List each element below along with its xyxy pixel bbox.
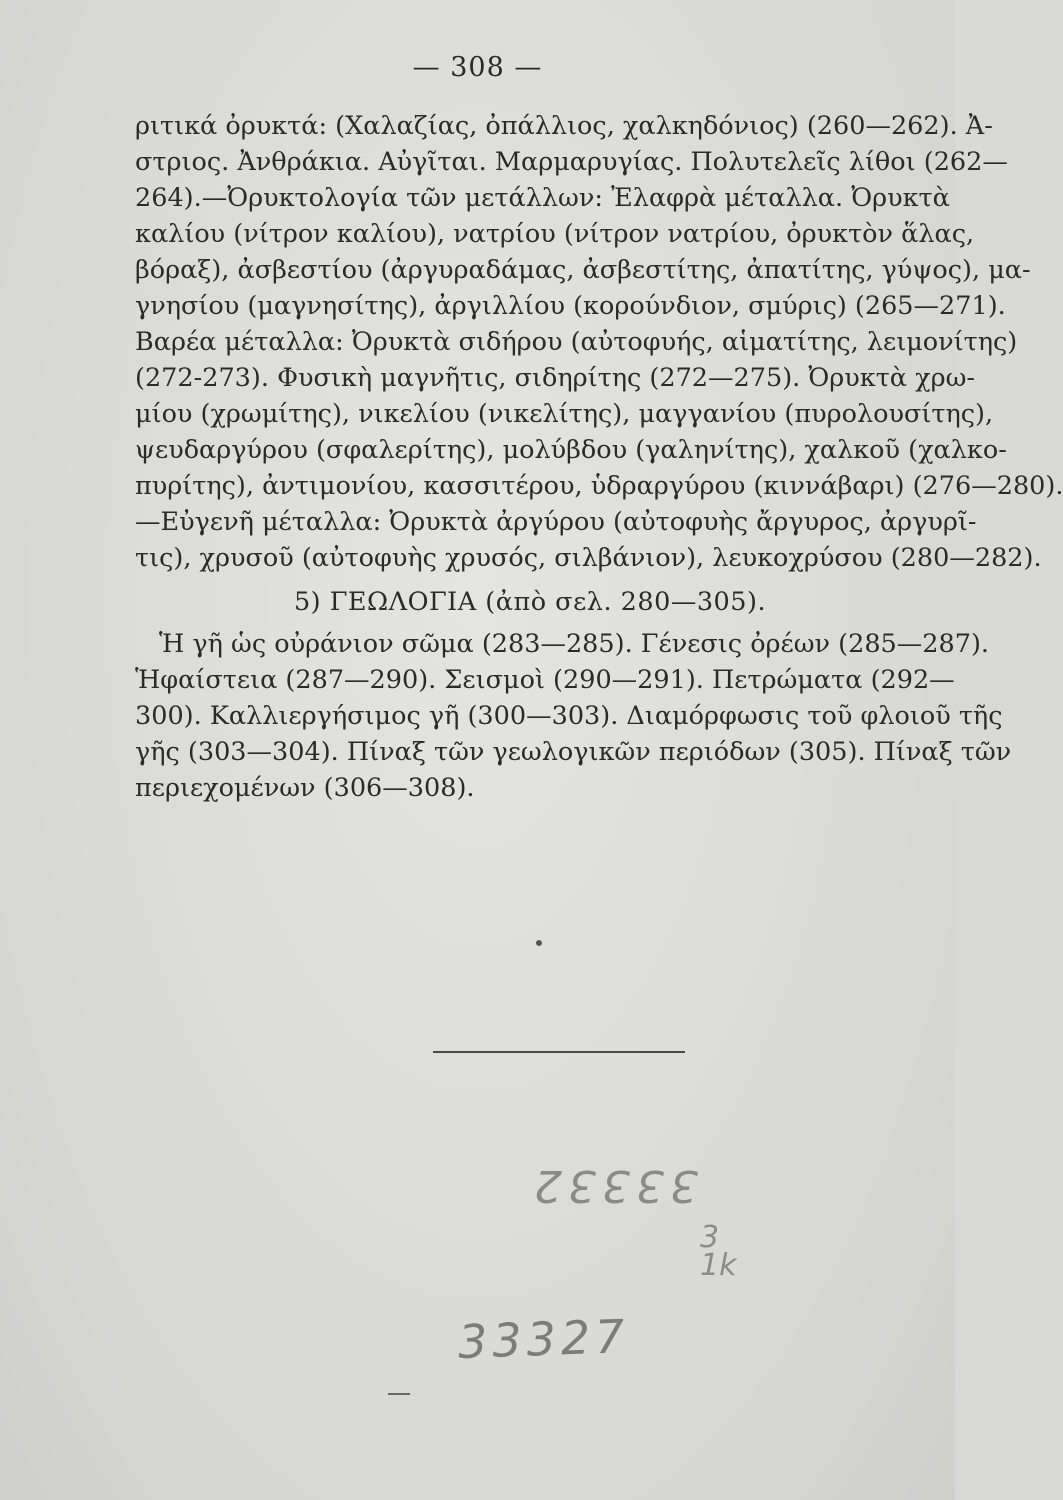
table-of-contents-text bbox=[135, 108, 1063, 806]
text-line: μίου (χρωμίτης), νικελίου (νικελίτης), μαγγανίου (πυρολουσίτης), bbox=[135, 399, 994, 429]
ink-dot bbox=[536, 940, 542, 946]
text-line: βόραξ), ἀσβεστίου (ἀργυραδάμας, ἀσβεστίτης, ἀπατίτης, γύψος), μα- bbox=[135, 255, 1031, 285]
text-line: Ἡφαίστεια (287—290). Σεισμοὶ (290—291). Πετρώματα (292— bbox=[135, 665, 955, 695]
text-line: Ἡ γῆ ὡς οὐράνιον σῶμα (283—285). Γένεσις ὀρέων (285—287). bbox=[159, 629, 989, 659]
end-divider-rule bbox=[433, 1051, 685, 1053]
pencil-dash bbox=[388, 1393, 410, 1395]
text-line: 300). Καλλιεργήσιμος γῆ (300—303). Διαμόρφωσις τοῦ φλοιοῦ τῆς bbox=[135, 701, 1003, 731]
handwritten-mark: 1k bbox=[700, 1248, 737, 1283]
text-line: γῆς (303—304). Πίναξ τῶν γεωλογικῶν περιόδων (305). Πίναξ τῶν bbox=[135, 737, 1012, 767]
text-line: (272-273). Φυσικὴ μαγνῆτις, σιδηρίτης (272—275). Ὀρυκτὰ χρω- bbox=[135, 363, 975, 393]
text-line: ριτικά ὀρυκτά: (Χαλαζίας, ὀπάλλιος, χαλκηδόνιος) (260—262). Ἀ- bbox=[135, 111, 993, 141]
text-line: γνησίου (μαγνησίτης), ἀργιλλίου (κορούνδιον, σμύρις) (265—271). bbox=[135, 291, 1006, 321]
text-line: —Εὐγενῆ μέταλλα: Ὀρυκτὰ ἀργύρου (αὐτοφυὴς ἄργυρος, ἀργυρῖ- bbox=[135, 507, 977, 537]
library-stamp-mirrored: 33332 bbox=[528, 1160, 698, 1211]
text-line: 264).—Ὀρυκτολογία τῶν μετάλλων: Ἐλαφρὰ μέταλλα. Ὀρυκτὰ bbox=[135, 183, 950, 213]
text-line: τις), χρυσοῦ (αὐτοφυὴς χρυσός, σιλβάνιον), λευκοχρύσου (280—282). bbox=[135, 543, 1042, 573]
text-line: περιεχομένων (306—308). bbox=[135, 773, 475, 803]
section-heading: 5) ΓΕΩΛΟΓΙΑ (ἀπὸ σελ. 280—305). bbox=[293, 587, 767, 617]
handwritten-mark: 3 bbox=[700, 1220, 720, 1255]
library-stamp-number: 33327 bbox=[457, 1309, 631, 1369]
text-line: πυρίτης), ἀντιμονίου, κασσιτέρου, ὑδραργύρου (κιννάβαρι) (276—280). bbox=[135, 471, 1063, 501]
text-line: στριος. Ἀνθράκια. Αὐγῖται. Μαρμαρυγίας. Πολυτελεῖς λίθοι (262— bbox=[135, 147, 1008, 177]
text-line: Βαρέα μέταλλα: Ὀρυκτὰ σιδήρου (αὐτοφυής, αἱματίτης, λειμονίτης) bbox=[135, 327, 1018, 357]
page-number: — 308 — bbox=[412, 52, 543, 83]
text-line: καλίου (νίτρον καλίου), νατρίου (νίτρον νατρίου, ὀρυκτὸν ἅλας, bbox=[135, 219, 975, 249]
text-line: ψευδαργύρου (σφαλερίτης), μολύβδου (γαληνίτης), χαλκοῦ (χαλκο- bbox=[135, 435, 1007, 465]
